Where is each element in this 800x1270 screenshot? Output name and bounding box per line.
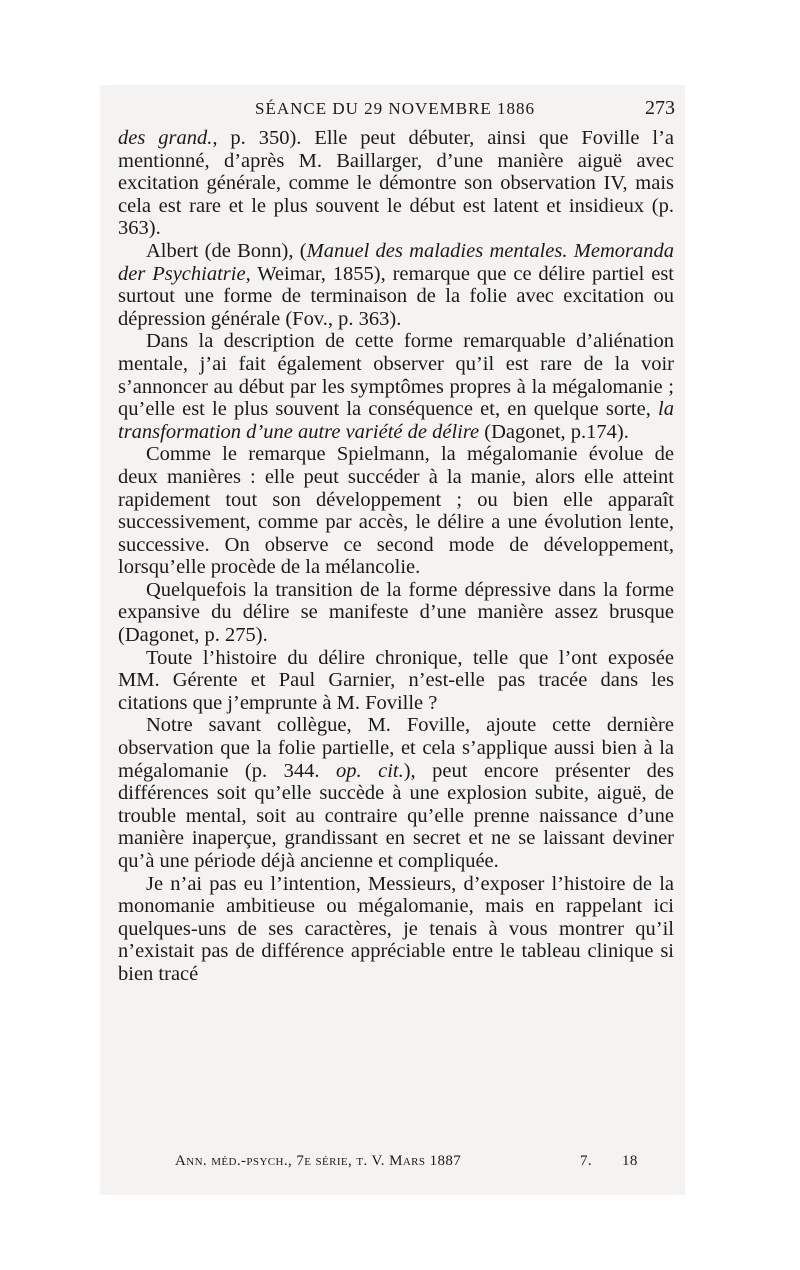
paragraph <box>118 714 674 872</box>
text-run: , p. 350). Elle peut débuter, ainsi que Foville l’a mentionné, d’après M. Baillarger, d’une manière aiguë avec excitation générale, comme le démontre son observation IV, mais cela est rare et le plus souvent le début est latent et insidieux (p. 363). <box>118 127 674 240</box>
paragraph <box>118 873 674 986</box>
italic-text: la transformation d’une autre variété de délire <box>118 398 674 443</box>
paragraph <box>118 240 674 330</box>
text-run: Dans la description de cette forme remarquable d’aliénation mentale, j’ai fait également observer qu’il est rare de la voir s’annoncer au début par les symptômes propres à la mégalomanie ; qu’elle est le plus souvent la conséquence et, en quelque sorte, <box>118 330 674 421</box>
running-header <box>120 95 675 125</box>
journal-citation: Ann. méd.-psych., 7e série, t. V. Mars 1887 <box>175 1153 462 1169</box>
page-footer <box>150 1153 680 1175</box>
italic-text: des grand. <box>118 127 213 149</box>
text-run: , Weimar, 1855), remarque que ce délire partiel est surtout une forme de terminaison de la folie avec excitation ou dépression générale (Fov., p. 363). <box>118 262 674 330</box>
paragraph <box>118 579 674 647</box>
paragraph <box>118 443 674 579</box>
text-run: Toute l’histoire du délire chronique, telle que l’ont exposée MM. Gérente et Paul Garnier, n’est-elle pas tracée dans les citations que j’emprunte à M. Foville ? <box>118 646 674 714</box>
text-run: Albert (de Bonn), ( <box>146 239 307 262</box>
text-run: ), peut encore présenter des différences soit qu’elle succède à une explosion subite, aiguë, de trouble mental, soit au contraire qu’elle prenne naissance d’une manière inaperçue, grandissant en secret et ne se laissant deviner qu’à une période déjà ancienne et compliquée. <box>118 759 674 872</box>
text-run: Quelquefois la transition de la forme dépressive dans la forme expansive du délire se manifeste d’une manière assez brusque (Dagonet, p. 275). <box>118 578 674 647</box>
italic-text: Manuel des maladies mentales. Memoranda der Psychiatrie <box>118 239 674 285</box>
signature-mark: 7. <box>580 1153 593 1169</box>
text-run: (Dagonet, p.174). <box>479 420 629 443</box>
body-text <box>118 127 674 986</box>
italic-text: op. cit. <box>335 759 404 782</box>
running-title: SÉANCE DU 29 NOVEMBRE 1886 <box>255 99 536 118</box>
sheet-number: 18 <box>622 1153 638 1169</box>
text-run: Comme le remarque Spielmann, la mégalomanie évolue de deux manières : elle peut succéder à la manie, alors elle atteint rapidement tout son développement ; ou bien elle apparaît successivement, comme par accès, le délire a une évolution lente, successive. On observe ce second mode de développement, lorsqu’elle procède de la mélancolie. <box>118 443 674 579</box>
page-number: 273 <box>645 97 675 119</box>
paragraph <box>118 127 674 240</box>
text-run: Notre savant collègue, M. Foville, ajoute cette dernière observation que la folie partielle, et cela s’applique aussi bien à la mégalomanie (p. 344. <box>118 714 674 782</box>
paragraph <box>118 647 674 715</box>
paragraph <box>118 330 674 443</box>
text-run: Je n’ai pas eu l’intention, Messieurs, d’exposer l’histoire de la monomanie ambitieuse ou mégalomanie, mais en rappelant ici quelques-uns de ses caractères, je tenais à vous montrer qu’il n’existait pas de différence appréciable entre le tableau clinique si bien tracé <box>118 872 674 985</box>
